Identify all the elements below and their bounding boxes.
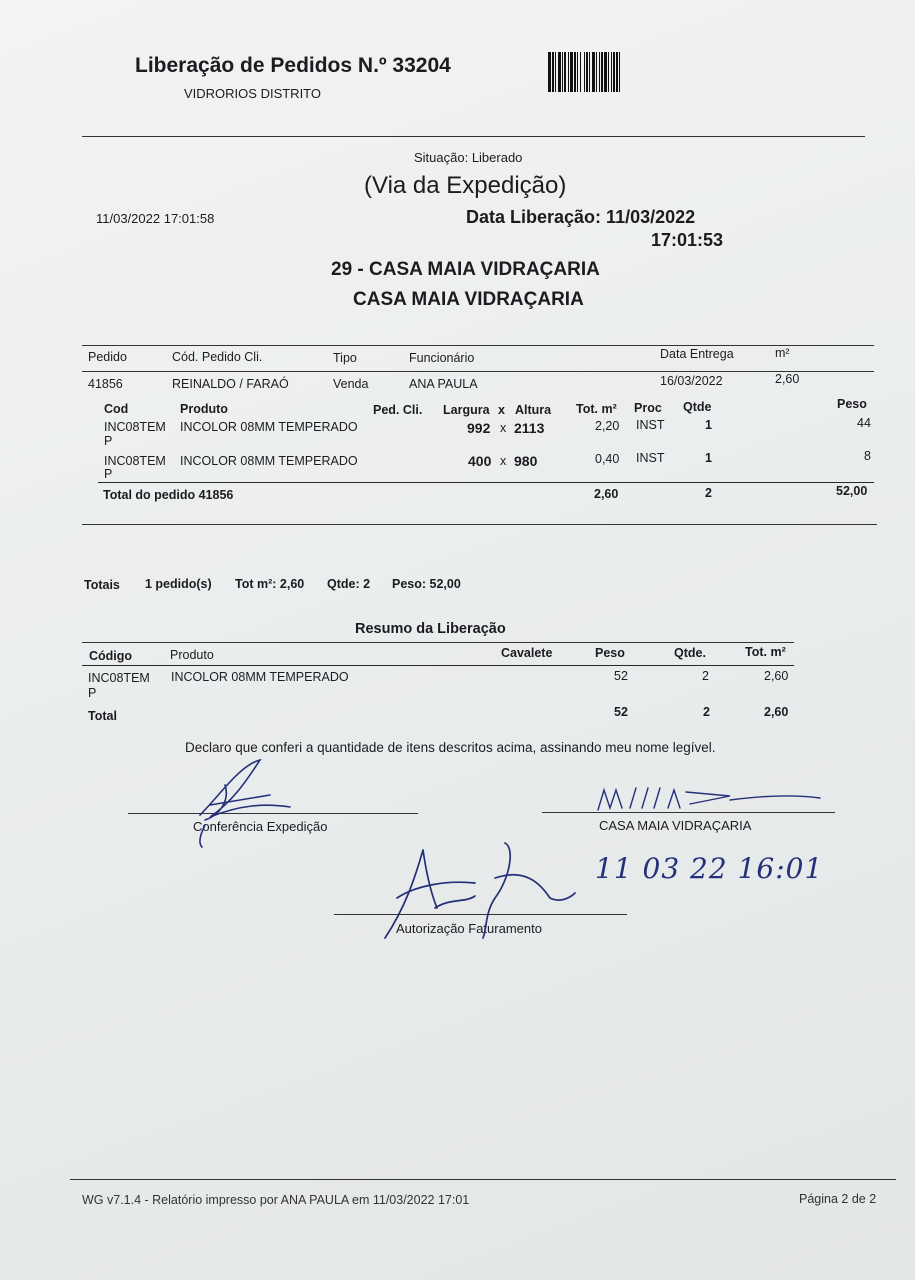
col-tot-m2-header: Tot. m² (576, 402, 617, 416)
col-peso-header: Peso (837, 397, 867, 411)
item-2-x: x (500, 454, 507, 468)
summary-row-codigo: INC08TEM (88, 671, 150, 685)
summary-header-line (82, 665, 794, 666)
order-data-entrega: 16/03/2022 (660, 374, 723, 388)
document-title: Liberação de Pedidos N.º 33204 (135, 54, 451, 77)
order-cod-cli: REINALDO / FARAÓ (172, 377, 289, 391)
summary-row-tot-m2: 2,60 (764, 669, 789, 683)
summary-col-peso: Peso (595, 646, 625, 660)
liberation-time: 17:01:53 (651, 230, 724, 250)
footer-page-number: Página 2 de 2 (799, 1192, 877, 1206)
summary-col-qtde: Qtde. (674, 646, 706, 660)
company-name: VIDRORIOS DISTRITO (184, 86, 321, 101)
situation-text: Situação: Liberado (414, 150, 523, 165)
col-tipo-header: Tipo (333, 351, 357, 365)
liberation-date: Data Liberação: 11/03/2022 (466, 207, 696, 227)
order-funcionario: ANA PAULA (409, 377, 478, 391)
order-total-peso: 52,00 (836, 484, 868, 498)
col-funcionario-header: Funcionário (409, 351, 475, 365)
signature-cliente-scribble (590, 782, 825, 814)
order-m2: 2,60 (775, 372, 800, 386)
summary-total-label: Total (88, 709, 117, 723)
totals-m2: Tot m²: 2,60 (235, 577, 305, 591)
item-2-produto: INCOLOR 08MM TEMPERADO (180, 454, 358, 468)
print-datetime: 11/03/2022 17:01:58 (96, 211, 215, 226)
item-1-largura: 992 (467, 420, 491, 436)
barcode-gap (620, 52, 621, 92)
summary-total-peso: 52 (614, 705, 628, 719)
item-1-qtde: 1 (705, 418, 712, 432)
summary-top-line (82, 642, 794, 643)
item-2-altura: 980 (514, 453, 538, 469)
item-1-produto: INCOLOR 08MM TEMPERADO (180, 420, 358, 434)
summary-total-tot-m2: 2,60 (764, 705, 789, 719)
col-m2-header: m² (775, 346, 790, 360)
items-bottom-line (82, 524, 877, 525)
item-2-proc: INST (636, 451, 665, 465)
summary-row-qtde: 2 (702, 669, 709, 683)
col-altura-header: Altura (515, 403, 552, 417)
col-largura-header: Largura (443, 403, 490, 417)
signature-label-autorizacao: Autorização Faturamento (396, 921, 542, 936)
client-name: 29 - CASA MAIA VIDRAÇARIA (331, 259, 600, 280)
client-fantasy-name: CASA MAIA VIDRAÇARIA (353, 289, 584, 310)
summary-total-qtde: 2 (703, 705, 710, 719)
order-total-label: Total do pedido 41856 (103, 488, 234, 502)
order-header-line (82, 371, 874, 372)
footer-print-info: WG v7.1.4 - Relatório impresso por ANA PAULA em 11/03/2022 17:01 (82, 1193, 470, 1207)
summary-row-codigo-cont: P (88, 686, 97, 700)
signature-conferencia-scribble (180, 755, 310, 850)
item-1-peso: 44 (857, 416, 871, 430)
col-pedido-header: Pedido (88, 350, 127, 364)
order-pedido: 41856 (88, 377, 123, 391)
order-table-top-line (82, 345, 874, 346)
col-x-header: x (498, 403, 505, 417)
signature-label-cliente: CASA MAIA VIDRAÇARIA (599, 818, 752, 833)
item-1-altura: 2113 (514, 420, 545, 436)
summary-title: Resumo da Liberação (355, 621, 506, 637)
item-2-cod: INC08TEM (104, 454, 166, 468)
totals-qtde: Qtde: 2 (327, 577, 371, 591)
item-2-cod-cont: P (104, 467, 113, 481)
signature-label-conferencia: Conferência Expedição (193, 819, 328, 834)
totals-pedidos: 1 pedido(s) (145, 577, 212, 591)
declaration-text: Declaro que conferi a quantidade de itens descritos acima, assinando meu nome legível. (185, 740, 716, 755)
item-1-tot-m2: 2,20 (595, 419, 620, 433)
col-data-entrega-header: Data Entrega (660, 347, 734, 361)
order-total-m2: 2,60 (594, 487, 619, 501)
order-total-line (98, 482, 874, 483)
totals-peso: Peso: 52,00 (392, 577, 461, 591)
col-cod-header: Cod (104, 402, 129, 416)
summary-col-produto: Produto (170, 648, 214, 662)
summary-row-produto: INCOLOR 08MM TEMPERADO (171, 670, 349, 684)
item-1-cod: INC08TEM (104, 420, 166, 434)
summary-col-codigo: Código (89, 649, 133, 663)
item-2-largura: 400 (468, 453, 492, 469)
barcode (548, 52, 685, 92)
totals-label: Totais (84, 578, 120, 592)
order-total-qtde: 2 (705, 486, 712, 500)
col-proc-header: Proc (634, 401, 662, 415)
footer-divider (70, 1179, 896, 1180)
signature-autorizacao-scribble (375, 838, 585, 943)
item-2-qtde: 1 (705, 451, 712, 465)
item-1-proc: INST (636, 418, 665, 432)
header-divider (82, 136, 865, 137)
order-tipo: Venda (333, 377, 369, 391)
summary-col-tot-m2: Tot. m² (745, 645, 786, 659)
summary-col-cavalete: Cavalete (501, 646, 553, 660)
col-cod-cli-header: Cód. Pedido Cli. (172, 350, 263, 364)
item-2-tot-m2: 0,40 (595, 452, 620, 466)
item-1-cod-cont: P (104, 434, 113, 448)
via-text: (Via da Expedição) (364, 172, 567, 199)
col-ped-cli-header: Ped. Cli. (373, 403, 423, 417)
handwritten-date: 11 03 22 16:01 (595, 852, 824, 885)
summary-row-peso: 52 (614, 669, 628, 683)
col-qtde-header: Qtde (683, 400, 712, 414)
col-produto-header: Produto (180, 402, 228, 416)
item-2-peso: 8 (864, 449, 871, 463)
item-1-x: x (500, 421, 507, 435)
